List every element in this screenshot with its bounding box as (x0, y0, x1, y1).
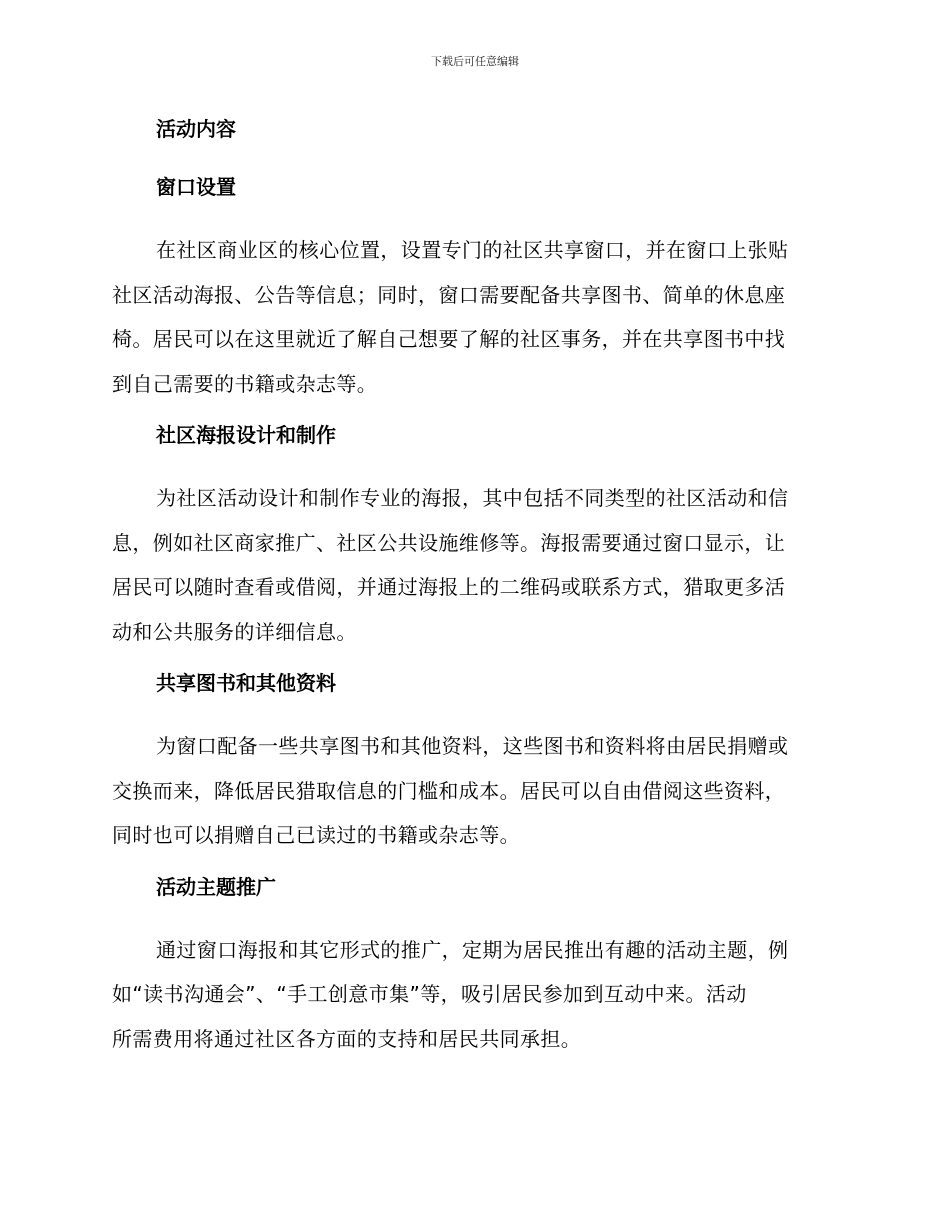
paragraph-line: 如“读书沟通会”、“手工创意市集”等，吸引居民参加到互动中来。活动 (112, 982, 747, 1006)
section-paragraph-poster-design (112, 476, 832, 654)
page-header: 下载后可任意编辑 (431, 55, 519, 68)
section-paragraph-theme-promotion (112, 928, 832, 1062)
paragraph-line: 为社区活动设计和制作专业的海报，其中包括不同类型的社区活动和信 (156, 486, 789, 510)
document-body (112, 112, 832, 1073)
section-heading-poster-design: 社区海报设计和制作 (156, 423, 336, 447)
paragraph-line: 到自己需要的书籍或杂志等。 (112, 371, 378, 396)
paragraph-line: 为窗口配备一些共享图书和其他资料，这些图书和资料将由居民捐赠或 (156, 734, 789, 758)
section-heading-shared-books: 共享图书和其他资料 (156, 671, 336, 695)
section-heading-window-setup: 窗口设置 (156, 175, 236, 199)
paragraph-line: 交换而来，降低居民猎取信息的门槛和成本。居民可以自由借阅这些资料， (112, 778, 786, 803)
paragraph-line: 通过窗口海报和其它形式的推广，定期为居民推出有趣的活动主题，例 (156, 937, 789, 962)
paragraph-line: 居民可以随时查看或借阅，并通过海报上的二维码或联系方式，猎取更多活 (112, 575, 786, 599)
section-paragraph-shared-books (112, 724, 832, 858)
document-title: 活动内容 (156, 117, 236, 141)
paragraph-line: 椅。居民可以在这里就近了解自己想要了解的社区事务，并在共享图书中找 (112, 327, 786, 351)
paragraph-line: 同时也可以捐赠自己已读过的书籍或杂志等。 (112, 823, 520, 847)
paragraph-line: 动和公共服务的详细信息。 (112, 619, 357, 644)
section-heading-theme-promotion: 活动主题推广 (156, 874, 276, 899)
paragraph-line: 所需费用将通过社区各方面的支持和居民共同承担。 (112, 1026, 582, 1051)
paragraph-line: 息，例如社区商家推广、社区公共设施维修等。海报需要通过窗口显示，让 (112, 530, 786, 555)
paragraph-line: 在社区商业区的核心位置，设置专门的社区共享窗口，并在窗口上张贴 (156, 238, 789, 262)
paragraph-line: 社区活动海报、公告等信息；同时，窗口需要配备共享图书、简单的休息座 (112, 282, 786, 307)
section-paragraph-window-setup (112, 228, 832, 406)
